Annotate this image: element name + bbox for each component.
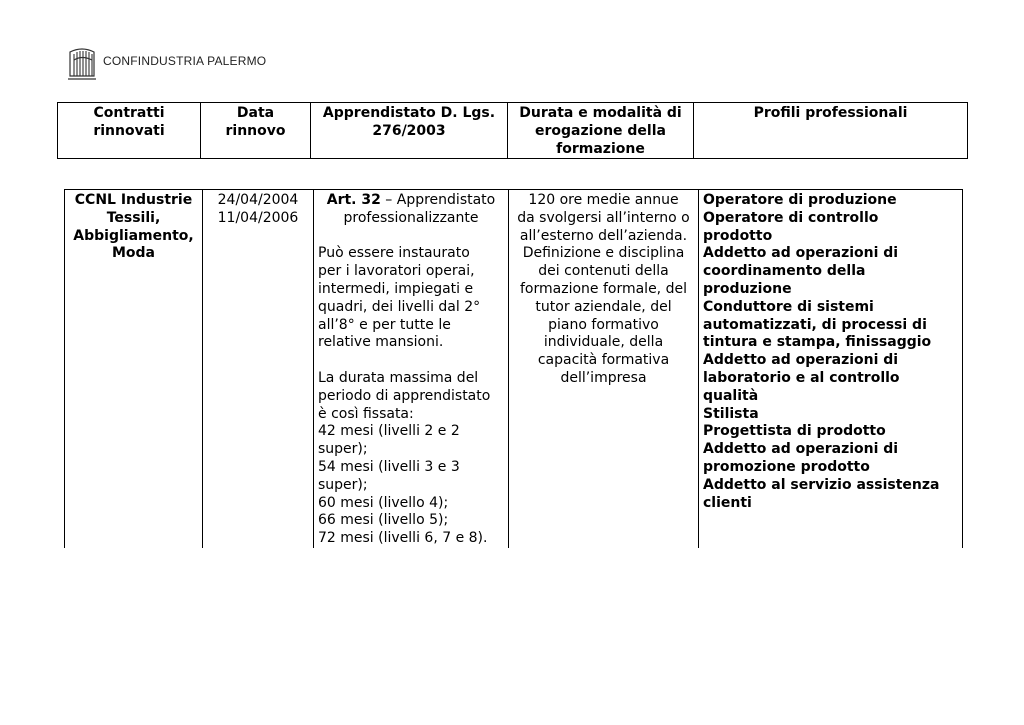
logo-text: CONFINDUSTRIA PALERMO xyxy=(103,54,267,68)
col-durata: Durata e modalità di erogazione della formazione xyxy=(508,103,694,159)
confindustria-logo xyxy=(66,46,266,82)
col-contratti: Contratti rinnovati xyxy=(58,103,201,159)
formazione-cell: 120 ore medie annue da svolgersi all’interno o all’esterno dell’azienda. Definizione e disciplina dei contenuti della formazione formale, del tutor aziendale, del piano formativo individuale, della capacità formativa dell’impresa xyxy=(509,190,699,548)
art-label: Art. 32 xyxy=(326,192,381,208)
col-profili: Profili professionali xyxy=(694,103,968,159)
profili-cell: Operatore di produzione Operatore di controllo prodotto Addetto ad operazioni di coordinamento della produzione Conduttore di sistemi automatizzati, di processi di tintura e stampa, finissaggio Addetto ad operazioni di laboratorio e al controllo qualità Stilista Progettista di prodotto Addetto ad operazioni di promozione prodotto Addetto al servizio assistenza clienti xyxy=(699,190,963,548)
col-apprendistato: Apprendistato D. Lgs. 276/2003 xyxy=(311,103,508,159)
header-row xyxy=(58,103,968,159)
header-table xyxy=(57,102,968,159)
dates-cell: 24/04/2004 11/04/2006 xyxy=(203,190,314,548)
apprendistato-cell: Art. 32 – Apprendistato professionalizzante Può essere instaurato per i lavoratori operai, intermedi, impiegati e quadri, dei livelli dal 2° all’8° e per tutte le relative mansioni. La durata massima del periodo di apprendistato è così fissata: 42 mesi (livelli 2 e 2 super); 54 mesi (livelli 3 e 3 super); 60 mesi (livello 4); 66 mesi (livello 5); 72 mesi (livelli 6, 7 e 8). xyxy=(314,190,509,548)
table-row xyxy=(65,190,963,548)
confindustria-emblem-icon xyxy=(66,46,98,82)
contract-cell: CCNL Industrie Tessili, Abbigliamento, Moda xyxy=(65,190,203,548)
col-data: Data rinnovo xyxy=(201,103,311,159)
contract-table xyxy=(64,189,963,548)
